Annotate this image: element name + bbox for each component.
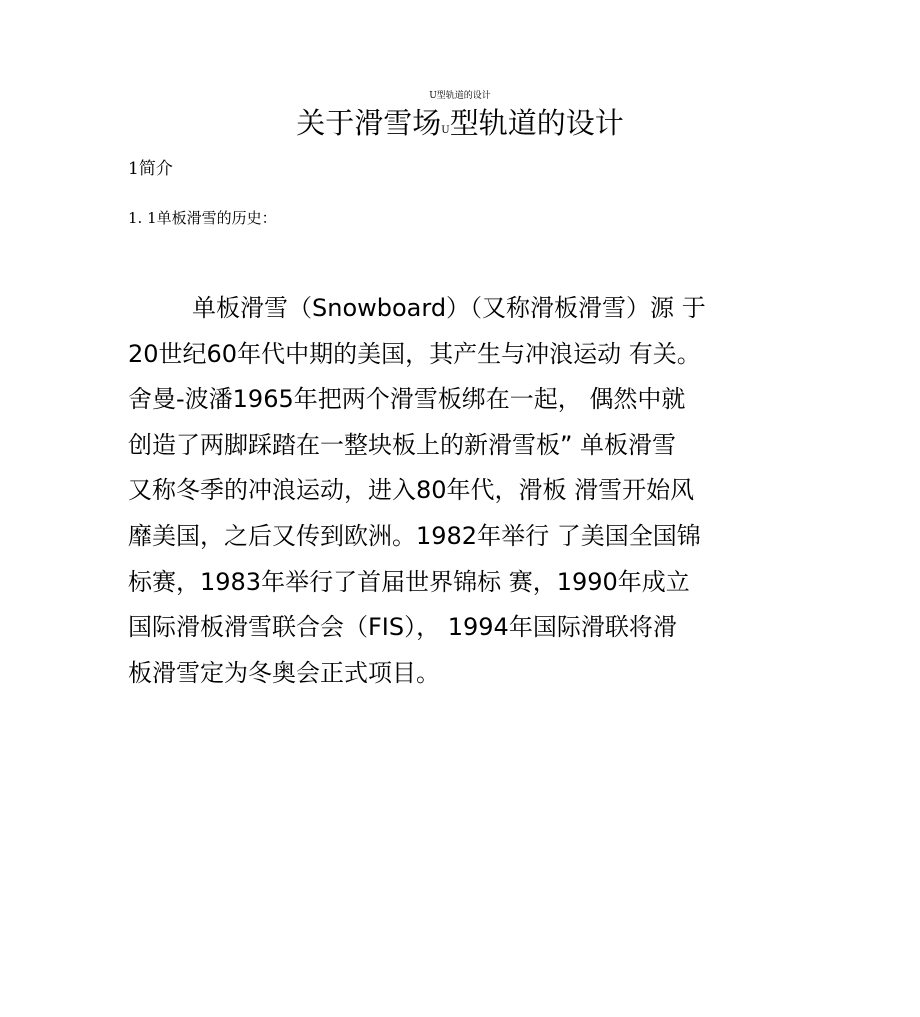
- paragraph-line: 舍曼-波潘1965年把两个滑雪板绑在一起， 偶然中就: [128, 385, 686, 414]
- title-text-part2: 型轨道的设计: [449, 106, 624, 140]
- paragraph-line: 单板滑雪（Snowboard）（又称滑板滑雪）源 于: [192, 294, 706, 322]
- title-text-part1: 关于滑雪场: [296, 106, 442, 140]
- history-paragraph: [128, 286, 788, 696]
- running-header: U型轨道的设计: [429, 91, 491, 101]
- subsection-label: 单板滑雪的历史：: [156, 209, 277, 227]
- paragraph-line: 标赛，1983年举行了首届世界锦标 赛，1990年成立: [128, 567, 690, 596]
- subsection-number: 1. 1: [128, 209, 157, 227]
- section-label: 简介: [138, 159, 173, 179]
- paragraph-line: 靡美国，之后又传到欧洲。1982年举行 了美国全国锦: [128, 521, 701, 550]
- document-title: [0, 104, 920, 150]
- paragraph-line: 又称冬季的冲浪运动，进入80年代，滑板 滑雪开始风: [128, 476, 695, 505]
- paragraph-line: 国际滑板滑雪联合会（FIS）， 1994年国际滑联将滑: [128, 613, 677, 642]
- section-number: 1: [128, 159, 139, 179]
- subsection-heading: [128, 208, 277, 228]
- title-small-u: U: [441, 125, 450, 136]
- paragraph-line: 20世纪60年代中期的美国，其产生与冲浪运动 有关。: [128, 339, 701, 368]
- paragraph-line: 创造了两脚踩踏在一整块板上的新滑雪板” 单板滑雪: [128, 430, 677, 459]
- paragraph-line: 板滑雪定为冬奥会正式项目。: [128, 658, 440, 687]
- section-heading: [128, 158, 173, 180]
